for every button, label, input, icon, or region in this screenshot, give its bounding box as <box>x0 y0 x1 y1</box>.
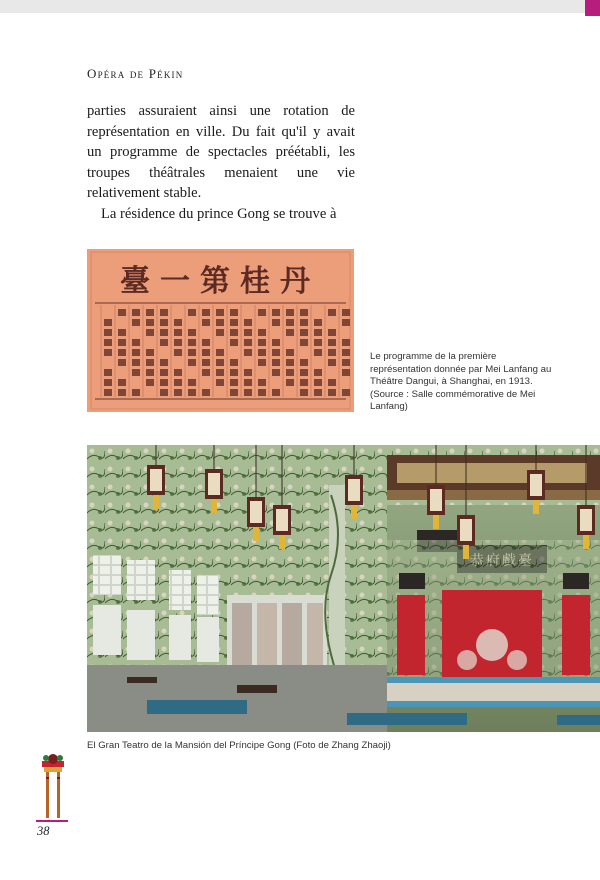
theatre-caption: El Gran Teatro de la Mansión del Príncipe Gong (Foto de Zhang Zhaoji) <box>87 740 391 751</box>
theatre-photo <box>87 445 600 732</box>
paragraph-line: un programme de spectacles préétabli, <box>87 144 331 161</box>
poster-photo <box>87 249 354 412</box>
body-text <box>87 101 355 225</box>
page-number-rule <box>36 820 68 822</box>
poster-banner: 臺一第桂丹 <box>120 264 320 299</box>
top-bar <box>0 0 585 13</box>
running-title: Opéra de Pékin <box>87 66 184 81</box>
paragraph-line: parties assuraient ainsi une rotation de <box>87 103 355 119</box>
poster-caption: Le programme de la première représentation donnée par Mei Lanfang au Théâtre Dangui, à Shanghai, en 1913. (Source : Salle commémorative de Mei Lanfang) <box>370 351 552 413</box>
paragraph-1 <box>87 101 355 204</box>
paragraph-line: les troupes théâtrales menaient une vie <box>87 144 355 181</box>
page-number: 38 <box>37 824 50 838</box>
ornament-icon <box>38 753 68 823</box>
paragraph-line: représentation en ville. Du fait qu'il y avait <box>87 123 355 140</box>
chapter-tab <box>585 0 600 16</box>
paragraph-2: La résidence du prince Gong se trouve à <box>101 205 337 222</box>
paragraph-line: relativement stable. <box>87 185 202 202</box>
